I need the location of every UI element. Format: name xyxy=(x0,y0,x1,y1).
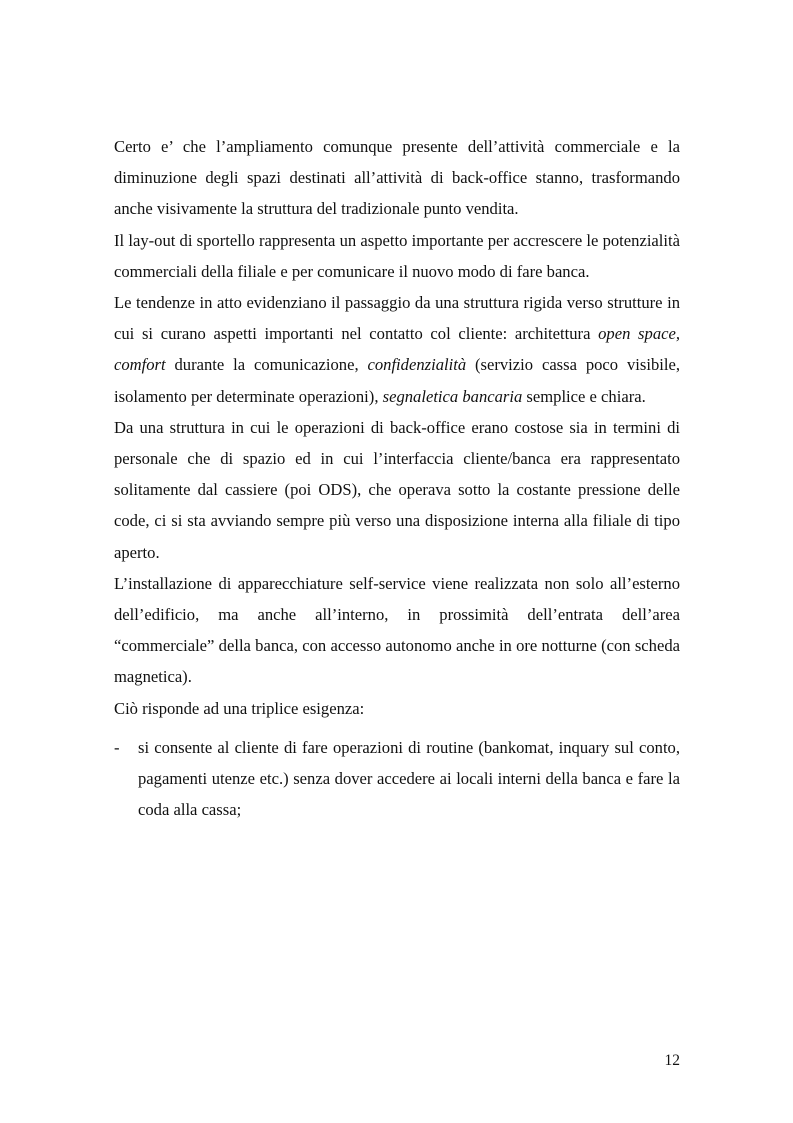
bullet-dash: - xyxy=(114,737,120,757)
page-number: 12 xyxy=(664,1052,680,1069)
paragraph-3-text-3: (servizio cassa poco visibile, isolamento per determinate operazioni), xyxy=(114,355,680,406)
bullet-list xyxy=(114,732,680,826)
paragraph-3 xyxy=(114,287,680,412)
paragraph-5: L’installazione di apparecchiature self-service viene realizzata non solo all’esterno dell’edificio, ma anche all’interno, in prossimità dell’entrata dell’area “commerciale” della banca, con accesso autonomo anche in ore notturne (con scheda magnetica). xyxy=(114,573,680,687)
paragraph-6: Ciò risponde ad una triplice esigenza: xyxy=(114,698,365,718)
paragraph-4: Da una struttura in cui le operazioni di back-office erano costose sia in termini di personale che di spazio ed in cui l’interfaccia cliente/banca era rappresentato solitamente dal cassiere (poi ODS), che operava sotto la costante pressione delle code, ci si sta avviando sempre più verso una disposizione interna alla filiale di tipo aperto. xyxy=(114,417,680,562)
list-item xyxy=(114,732,680,826)
paragraph-1: Certo e’ che l’ampliamento comunque presente dell’attività commerciale e la diminuzione degli spazi destinati all’attività di back-office stanno, trasformando anche visivamente la struttura del tradizionale punto vendita. xyxy=(114,137,680,219)
paragraph-3-text-4: semplice e chiara. xyxy=(522,386,646,406)
paragraph-3-text-1: Le tendenze in atto evidenziano il passaggio da una struttura rigida verso strutture in cui si curano aspetti importanti nel contatto col cliente: architettura xyxy=(114,293,680,344)
paragraph-3-emphasis-3: segnaletica bancaria xyxy=(382,386,523,406)
document-body xyxy=(114,131,680,825)
paragraph-3-emphasis-1: open space, comfort xyxy=(114,324,680,375)
paragraph-2: Il lay-out di sportello rappresenta un aspetto importante per accrescere le potenzialità commerciali della filiale e per comunicare il nuovo modo di fare banca. xyxy=(114,230,680,281)
list-item-text: si consente al cliente di fare operazioni di routine (bankomat, inquary sul conto, pagamenti utenze etc.) senza dover accedere ai locali interni della banca e fare la coda alla cassa; xyxy=(138,737,680,820)
paragraph-3-emphasis-2: confidenzialità xyxy=(367,355,467,375)
paragraph-3-text-2: durante la comunicazione, xyxy=(165,355,368,375)
